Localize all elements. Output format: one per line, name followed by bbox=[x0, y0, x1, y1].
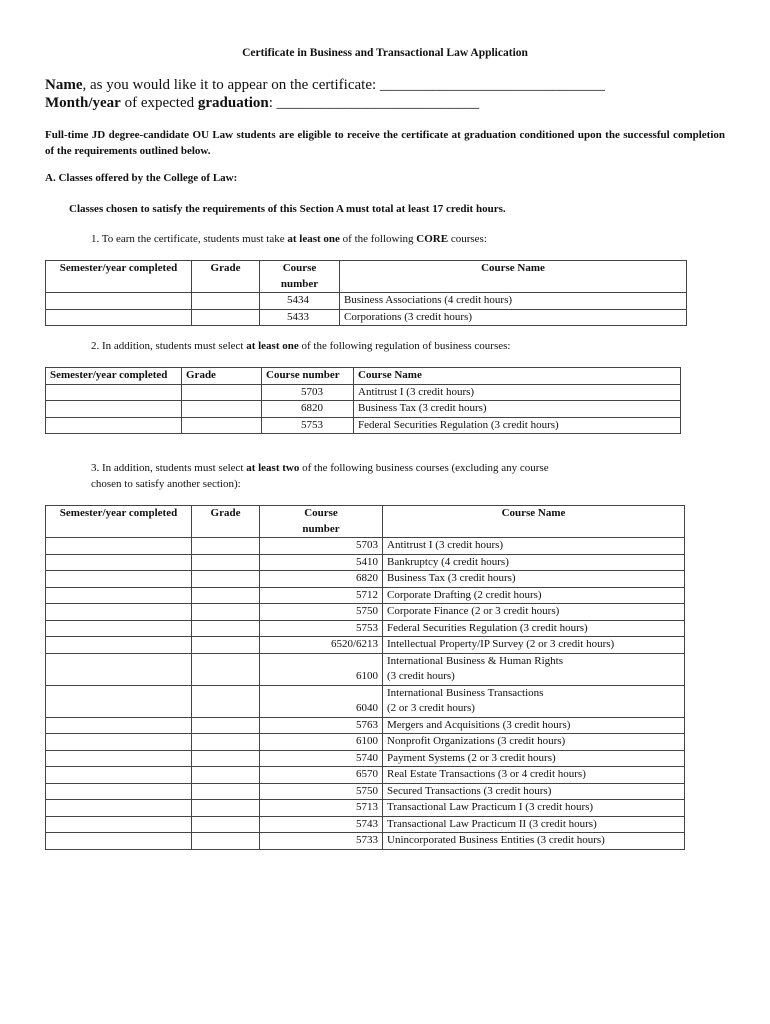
course-name-cell bbox=[354, 417, 681, 434]
course-number-header: Course number bbox=[262, 368, 354, 385]
course-name: Real Estate Transactions (3 or 4 credit hours) bbox=[387, 768, 586, 780]
course-number-cell: 6820 bbox=[260, 571, 383, 588]
part2-bold: at least one bbox=[246, 340, 299, 352]
name-prompt: , as you would like it to appear on the certificate: ______________________________ bbox=[82, 77, 605, 93]
grade-cell[interactable] bbox=[192, 816, 260, 833]
course-name: Business Associations (4 credit hours) bbox=[344, 294, 513, 306]
course-name-cell bbox=[383, 767, 685, 784]
part1-bold: at least one bbox=[287, 233, 340, 245]
grade-cell[interactable] bbox=[192, 554, 260, 571]
month-year-label: Month/year bbox=[45, 95, 121, 111]
table-row bbox=[46, 833, 685, 850]
grade-cell[interactable] bbox=[192, 717, 260, 734]
course-number-cell: 5740 bbox=[260, 750, 383, 767]
course-number-cell: 5712 bbox=[260, 587, 383, 604]
table-row bbox=[46, 734, 685, 751]
course-name: Business Tax (3 credit hours) bbox=[387, 572, 516, 584]
grade-cell[interactable] bbox=[192, 653, 260, 685]
grade-cell[interactable] bbox=[182, 384, 262, 401]
document-title: Certificate in Business and Transactional Law Application bbox=[242, 47, 528, 59]
part2-pre: 2. In addition, students must select bbox=[91, 340, 247, 352]
course-number-cell: 6520/6213 bbox=[260, 637, 383, 654]
part1-mid: of the following bbox=[339, 233, 417, 245]
table-row bbox=[46, 309, 687, 326]
grade-cell[interactable] bbox=[192, 571, 260, 588]
semester-cell[interactable] bbox=[46, 384, 182, 401]
semester-cell[interactable] bbox=[46, 800, 192, 817]
part3-line2: chosen to satisfy another section): bbox=[91, 477, 241, 490]
course-name: Transactional Law Practicum I (3 credit hours) bbox=[387, 801, 594, 813]
course-name: Secured Transactions (3 credit hours) bbox=[387, 784, 552, 797]
semester-cell[interactable] bbox=[46, 734, 192, 751]
course-number-cell: 5753 bbox=[260, 620, 383, 637]
course-name-cont: (3 credit hours) bbox=[387, 670, 455, 682]
table-row bbox=[46, 554, 685, 571]
course-name-cell bbox=[383, 816, 685, 833]
semester-cell[interactable] bbox=[46, 685, 192, 717]
table-row bbox=[46, 637, 685, 654]
grade-cell[interactable] bbox=[192, 587, 260, 604]
semester-cell[interactable] bbox=[46, 554, 192, 571]
table-row bbox=[46, 587, 685, 604]
part1-instructions bbox=[91, 232, 487, 248]
table-row bbox=[46, 653, 685, 685]
course-name-cell bbox=[383, 685, 685, 717]
semester-cell[interactable] bbox=[46, 620, 192, 637]
course-number-cell: 6570 bbox=[260, 767, 383, 784]
semester-cell[interactable] bbox=[46, 783, 192, 800]
grade-cell[interactable] bbox=[192, 750, 260, 767]
core-courses-table bbox=[45, 260, 687, 326]
course-name-cell bbox=[383, 538, 685, 555]
table-header-row bbox=[46, 261, 687, 293]
course-number-cell: 5703 bbox=[262, 384, 354, 401]
course-name-cell bbox=[354, 401, 681, 418]
part3-instructions bbox=[91, 461, 549, 492]
part2-instructions bbox=[91, 339, 510, 355]
graduation-mid: of expected bbox=[120, 95, 198, 111]
grade-cell[interactable] bbox=[192, 685, 260, 717]
semester-cell[interactable] bbox=[46, 653, 192, 685]
table-row bbox=[46, 800, 685, 817]
grade-cell[interactable] bbox=[192, 538, 260, 555]
semester-cell[interactable] bbox=[46, 401, 182, 418]
semester-header: Semester/year completed bbox=[46, 506, 192, 538]
semester-cell[interactable] bbox=[46, 717, 192, 734]
course-number-cell: 5733 bbox=[260, 833, 383, 850]
course-number-cell: 6100 bbox=[260, 734, 383, 751]
course-number-header: Course number bbox=[260, 261, 340, 293]
grade-cell[interactable] bbox=[192, 800, 260, 817]
grade-cell[interactable] bbox=[192, 767, 260, 784]
course-name-cell bbox=[383, 833, 685, 850]
table-row bbox=[46, 384, 681, 401]
part1-post: courses: bbox=[448, 233, 487, 245]
course-number-cell: 5763 bbox=[260, 717, 383, 734]
table-row bbox=[46, 750, 685, 767]
graduation-prompt: : ___________________________ bbox=[268, 95, 480, 111]
course-name: Corporate Finance (2 or 3 credit hours) bbox=[387, 605, 560, 617]
semester-cell[interactable] bbox=[46, 833, 192, 850]
grade-cell[interactable] bbox=[192, 293, 260, 310]
course-number-header: Course number bbox=[260, 506, 383, 538]
course-name: Antitrust I (3 credit hours) bbox=[358, 385, 475, 398]
part3-post: of the following business courses (excluding any course bbox=[299, 462, 549, 474]
course-name: International Business & Human Rights bbox=[387, 654, 563, 667]
course-name-cell bbox=[383, 734, 685, 751]
eligibility-intro: Full-time JD degree-candidate OU Law students are eligible to receive the certificate at graduation conditioned upon the successful completion of the requirements outlined below. bbox=[45, 129, 725, 157]
semester-cell[interactable] bbox=[46, 750, 192, 767]
part3-pre: 3. In addition, students must select bbox=[91, 462, 247, 474]
semester-cell[interactable] bbox=[46, 767, 192, 784]
table-header-row bbox=[46, 368, 681, 385]
part3-bold: at least two bbox=[246, 462, 300, 474]
graduation-label: graduation bbox=[197, 95, 269, 111]
course-name-cell bbox=[340, 293, 687, 310]
semester-cell[interactable] bbox=[46, 309, 192, 326]
semester-cell[interactable] bbox=[46, 417, 182, 434]
grade-header: Grade bbox=[192, 261, 260, 293]
grade-cell[interactable] bbox=[192, 309, 260, 326]
course-name-cell bbox=[383, 800, 685, 817]
semester-cell[interactable] bbox=[46, 587, 192, 604]
grade-header: Grade bbox=[192, 506, 260, 538]
grade-cell[interactable] bbox=[192, 604, 260, 621]
semester-cell[interactable] bbox=[46, 571, 192, 588]
course-name-cell bbox=[354, 384, 681, 401]
table-row bbox=[46, 717, 685, 734]
course-name: Business Tax (3 credit hours) bbox=[358, 402, 487, 414]
part1-core: CORE bbox=[416, 233, 449, 245]
course-number-cell: 5433 bbox=[260, 309, 340, 326]
course-name-cell bbox=[340, 309, 687, 326]
semester-cell[interactable] bbox=[46, 604, 192, 621]
section-a-heading: A. Classes offered by the College of Law: bbox=[45, 172, 238, 184]
table-row bbox=[46, 783, 685, 800]
course-name: Federal Securities Regulation (3 credit hours) bbox=[358, 418, 559, 431]
course-number-cell: 6040 bbox=[260, 685, 383, 717]
business-courses-table bbox=[45, 505, 685, 850]
course-name-header: Course Name bbox=[354, 368, 681, 385]
course-number-cell: 5753 bbox=[262, 417, 354, 434]
regulation-courses-table bbox=[45, 367, 681, 434]
table-row bbox=[46, 401, 681, 418]
grade-cell[interactable] bbox=[192, 637, 260, 654]
course-name-cell bbox=[383, 620, 685, 637]
grade-cell[interactable] bbox=[182, 401, 262, 418]
course-name: Transactional Law Practicum II (3 credit hours) bbox=[387, 817, 597, 830]
course-name-cell bbox=[383, 554, 685, 571]
grade-cell[interactable] bbox=[192, 734, 260, 751]
course-name-header: Course Name bbox=[340, 261, 687, 293]
course-name: Corporate Drafting (2 credit hours) bbox=[387, 588, 542, 601]
course-number-cell: 5410 bbox=[260, 554, 383, 571]
course-number-cell: 5750 bbox=[260, 604, 383, 621]
course-number-cell: 5434 bbox=[260, 293, 340, 310]
semester-header: Semester/year completed bbox=[46, 368, 182, 385]
course-name: Mergers and Acquisitions (3 credit hours) bbox=[387, 718, 571, 731]
table-row bbox=[46, 685, 685, 717]
course-number-cell: 5750 bbox=[260, 783, 383, 800]
table-row bbox=[46, 538, 685, 555]
course-name-cell bbox=[383, 653, 685, 685]
grade-cell[interactable] bbox=[192, 783, 260, 800]
table-header-row bbox=[46, 506, 685, 538]
course-name-cell bbox=[383, 637, 685, 654]
course-name: Nonprofit Organizations (3 credit hours) bbox=[387, 735, 566, 747]
grade-cell[interactable] bbox=[192, 833, 260, 850]
course-name: Federal Securities Regulation (3 credit hours) bbox=[387, 621, 588, 634]
table-row bbox=[46, 604, 685, 621]
course-name-cell bbox=[383, 587, 685, 604]
course-number-cell: 6100 bbox=[260, 653, 383, 685]
course-name-cell bbox=[383, 604, 685, 621]
course-name-cell bbox=[383, 717, 685, 734]
course-number-cell: 5703 bbox=[260, 538, 383, 555]
course-name-cell bbox=[383, 571, 685, 588]
semester-cell[interactable] bbox=[46, 293, 192, 310]
course-name-cell bbox=[383, 750, 685, 767]
course-name-cont: (2 or 3 credit hours) bbox=[387, 702, 475, 714]
grade-cell[interactable] bbox=[192, 620, 260, 637]
course-name: Antitrust I (3 credit hours) bbox=[387, 539, 504, 551]
semester-cell[interactable] bbox=[46, 816, 192, 833]
table-row bbox=[46, 767, 685, 784]
table-row bbox=[46, 620, 685, 637]
table-row bbox=[46, 293, 687, 310]
graduation-line[interactable] bbox=[45, 95, 479, 112]
table-row bbox=[46, 816, 685, 833]
course-name-cell bbox=[383, 783, 685, 800]
course-number-cell: 5713 bbox=[260, 800, 383, 817]
grade-header: Grade bbox=[182, 368, 262, 385]
course-name: International Business Transactions bbox=[387, 686, 544, 699]
course-number-cell: 5743 bbox=[260, 816, 383, 833]
course-name-header: Course Name bbox=[383, 506, 685, 538]
course-number-cell: 6820 bbox=[262, 401, 354, 418]
part2-post: of the following regulation of business courses: bbox=[298, 340, 511, 352]
semester-cell[interactable] bbox=[46, 538, 192, 555]
course-name: Payment Systems (2 or 3 credit hours) bbox=[387, 751, 556, 764]
table-row bbox=[46, 571, 685, 588]
semester-header: Semester/year completed bbox=[46, 261, 192, 293]
course-name: Bankruptcy (4 credit hours) bbox=[387, 555, 509, 568]
name-line[interactable] bbox=[45, 77, 605, 94]
name-label: Name bbox=[45, 77, 83, 93]
course-name: Unincorporated Business Entities (3 credit hours) bbox=[387, 834, 605, 846]
table-row bbox=[46, 417, 681, 434]
part1-pre: 1. To earn the certificate, students must take bbox=[91, 233, 288, 245]
section-a-note: Classes chosen to satisfy the requirements of this Section A must total at least 17 credit hours. bbox=[69, 203, 506, 215]
course-name: Corporations (3 credit hours) bbox=[344, 310, 472, 323]
grade-cell[interactable] bbox=[182, 417, 262, 434]
semester-cell[interactable] bbox=[46, 637, 192, 654]
course-name: Intellectual Property/IP Survey (2 or 3 credit hours) bbox=[387, 638, 615, 650]
